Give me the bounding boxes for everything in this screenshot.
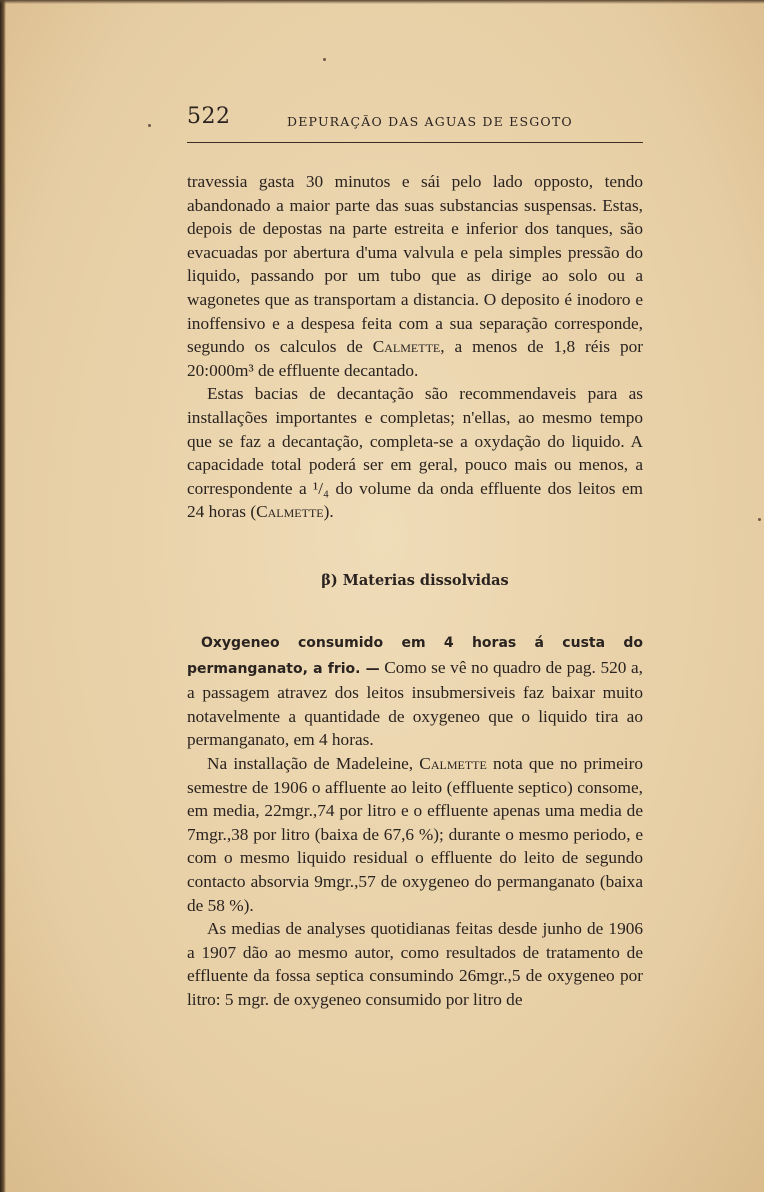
page-header	[187, 104, 643, 140]
text-run: travessia gasta 30 minutos e sái pelo lado opposto, tendo abandonado a maior parte das suas substancias suspensas. Estas, depois de depostas na parte estreita e inferior dos tanques, são evacuadas por abertura d'uma valvula e pela simples pressão do liquido, passando por um tubo que as dirige ao solo ou a wagonetes que as transportam a distancia. O deposito é inodoro e inoffensivo e a despesa feita com a sua separação corresponde, segundo os calculos de	[187, 172, 643, 357]
body-text-top	[187, 170, 643, 524]
page-edge-shadow	[0, 0, 6, 1192]
run-in-heading: Oxygeneo consumido em 4 horas á custa do permanganato, a frio. —	[187, 635, 643, 677]
author-name: Calmette	[419, 753, 487, 773]
body-text-bottom	[187, 630, 643, 1012]
text-run: nota que no primeiro semestre de 1906 o affluente ao leito (effluente septico) consome, em media, 22mgr.,74 por litro e o effluente apenas uma media de 7mgr.,38 por litro (baixa de 67,6 %); durante o mesmo periodo, e com o mesmo liquido residual o effluente do leito de segundo contacto absorvia 9mgr.,57 de oxygeneo do permanganato (baixa de 58 %).	[187, 753, 643, 915]
text-run: ).	[323, 502, 334, 522]
text-run: Como se vê no quadro de pag. 520 a, a passagem atravez dos leitos insubmersiveis faz baixar muito notavelmente a quantidade de oxygeneo que o liquido tira ao permanganato, em 4 horas.	[187, 657, 644, 750]
paragraph-1	[187, 170, 643, 382]
page-top-edge	[0, 0, 764, 4]
paragraph-2	[187, 382, 643, 524]
page-number: 522	[187, 104, 231, 129]
header-rule	[187, 142, 643, 143]
author-name: Calmette	[372, 337, 441, 357]
running-head: DEPURAÇÃO DAS AGUAS DE ESGOTO	[287, 114, 573, 129]
ink-speck	[758, 518, 761, 521]
author-name: Calmette	[256, 502, 324, 522]
text-run: As medias de analyses quotidianas feitas desde junho de 1906 a 1907 dão ao mesmo autor, como resultados de tratamento de effluente da fossa septica consumindo 26mgr.,5 de oxygeneo por litro: 5 mgr. de oxygeneo consumido por litro de	[187, 919, 643, 1009]
paragraph-3	[187, 630, 643, 752]
paragraph-4	[187, 752, 643, 917]
text-run: Na installação de Madeleine,	[207, 753, 420, 773]
text-run: Estas bacias de decantação são recommendaveis para as installações importantes e completas; n'ellas, ao mesmo tempo que se faz a decantação, completa-se a oxydação do liquido. A capacidade total poderá ser em geral, pouco mais ou menos, a correspondente a ¹/₄ do volume da onda effluente dos leitos em 24 horas (	[187, 384, 643, 522]
paragraph-5	[187, 917, 643, 1011]
ink-speck	[148, 124, 151, 127]
ink-speck	[323, 58, 326, 61]
section-heading: β) Materias dissolvidas	[321, 572, 509, 589]
text-run: , a menos de 1,8 réis por 20:000m³ de effluente decantado.	[187, 337, 643, 380]
